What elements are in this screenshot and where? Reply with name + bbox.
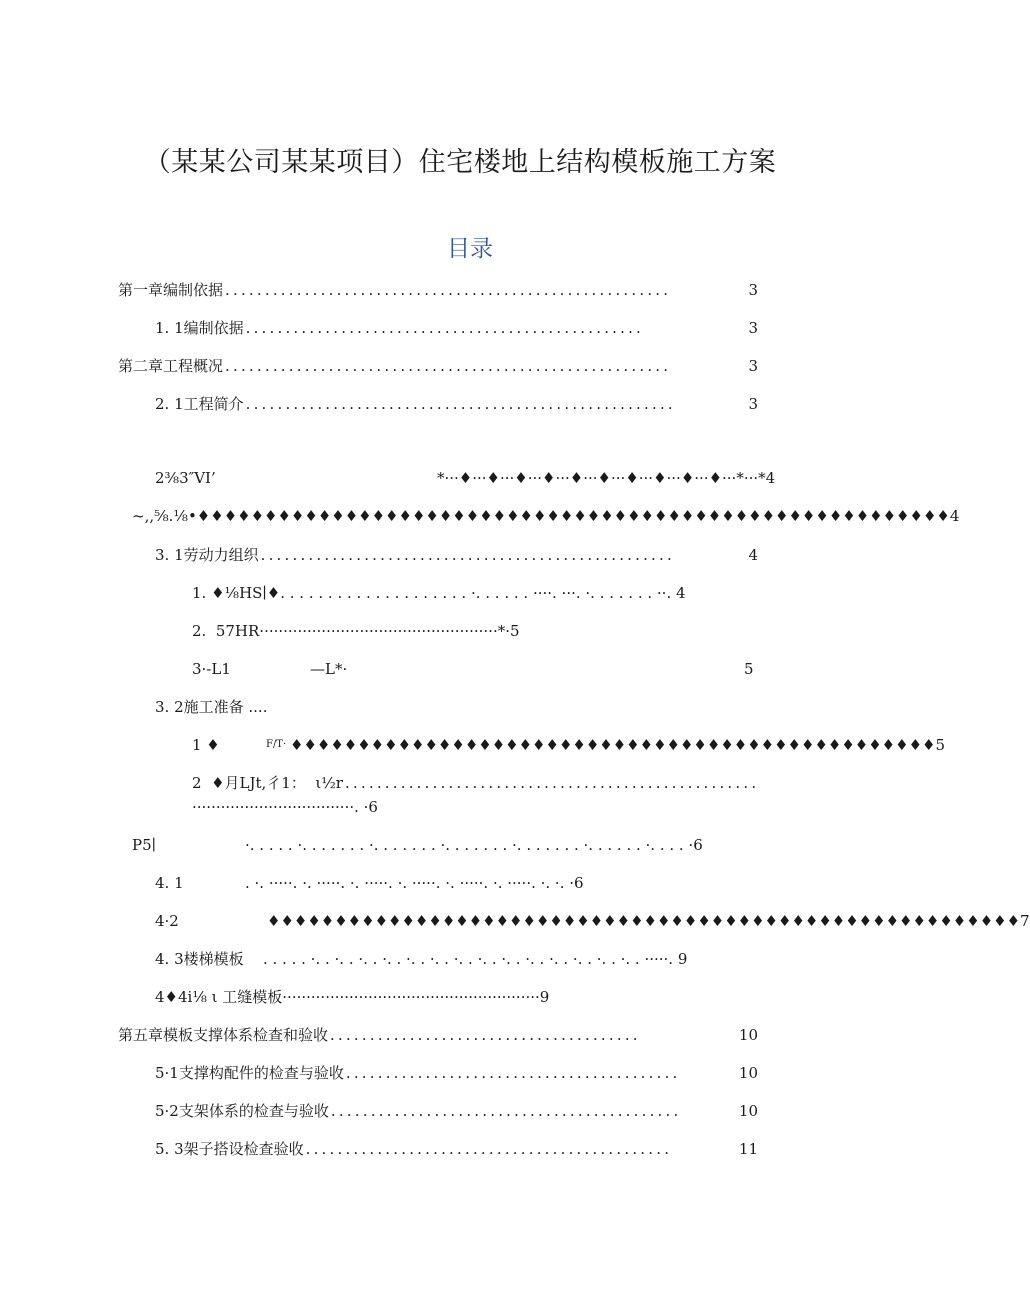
toc-entry-garbled-2[interactable] [132, 506, 960, 526]
toc-entry-label: 4. 3楼梯模板 [155, 950, 244, 968]
toc-page-number: 10 [738, 1064, 758, 1082]
toc-entry-chapter-1[interactable] [118, 280, 758, 300]
toc-leader-dots: .................................................... [344, 774, 760, 792]
toc-page-number: 11 [738, 1140, 758, 1158]
toc-leader-dots: ............................................ [330, 1102, 682, 1120]
toc-entry-4-1[interactable] [155, 873, 595, 893]
toc-entry-label: 5. 3架子搭设检查验收 [155, 1140, 304, 1158]
toc-entry-4-4[interactable] [155, 987, 555, 1007]
toc-entry-tail: . ·. ·····. ·. ·····. ·. ·····. ·. ·····. ·. ·····. ·. ·····. ·. ·. ·6 [245, 874, 584, 892]
toc-entry-label: ~,,⅝.⅛•♦♦♦♦♦♦♦♦♦♦♦♦♦♦♦♦♦♦♦♦♦♦♦♦♦♦♦♦♦♦♦♦♦♦♦♦♦♦♦♦♦♦♦♦♦♦♦♦♦♦♦♦♦♦♦♦4 [132, 507, 960, 525]
toc-entry-label: 4·2 [155, 912, 179, 930]
toc-entry-2-1[interactable] [155, 394, 758, 414]
toc-entry-label: 2⅜3″VI’ [155, 469, 216, 487]
toc-entry-tail: ♦♦♦♦♦♦♦♦♦♦♦♦♦♦♦♦♦♦♦♦♦♦♦♦♦♦♦♦♦♦♦♦♦♦♦♦♦♦♦♦♦♦♦♦♦♦♦♦5 [290, 736, 946, 754]
toc-entry-4-3[interactable] [155, 949, 700, 969]
toc-leader-dots: .................................................. [245, 319, 645, 337]
toc-leader-dots: .............................................. [305, 1140, 673, 1158]
toc-page-number: 4 [748, 546, 758, 564]
toc-entry-label: 第二章工程概况 [118, 357, 224, 375]
toc-entry-label: 4♦4i⅛ ι 工缝模板······················································9 [155, 988, 550, 1006]
toc-page-number: 10 [738, 1026, 758, 1044]
toc-entry-tail: ♦♦♦♦♦♦♦♦♦♦♦♦♦♦♦♦♦♦♦♦♦♦♦♦♦♦♦♦♦♦♦♦♦♦♦♦♦♦♦♦♦♦♦♦♦♦♦♦♦♦♦♦♦♦♦♦7 [267, 912, 1030, 930]
toc-entry-label: 1 ♦ [192, 736, 220, 754]
toc-entry-4-2[interactable] [155, 911, 1030, 931]
toc-entry-label: 第一章编制依据 [118, 281, 224, 299]
toc-entry-label: 5·1支撑构配件的检查与验收 [155, 1064, 344, 1082]
toc-entry-5-1[interactable] [155, 1063, 758, 1083]
toc-page-number: 10 [738, 1102, 758, 1120]
toc-page-number: 5 [744, 660, 754, 678]
toc-leader-dots: .................................................... [260, 546, 675, 564]
toc-entry-tail: . . . . . ·. . ·. . ·. . ·. . ·. . ·. . ·. . ·. . ·. . ·. . ·. . ·. . ·. . ·. . ·····. 9 [263, 950, 688, 968]
toc-leader-dots: ........................................................ [225, 357, 672, 375]
toc-entry-chapter-2[interactable] [118, 356, 758, 376]
toc-entry-label: 3. 1劳动力组织 [155, 546, 259, 564]
toc-entry-label: 2. 1工程简介 [155, 395, 244, 413]
toc-leader-dots: ....................................... [330, 1026, 641, 1044]
toc-entry-mid: —L*· [310, 660, 348, 678]
toc-entry-tail: ·. . . . . ·. . . . . . . ·. . . . . . . ·. . . . . . . ·. . . . . . . ·. . . . . . ·. . . . ·6 [245, 836, 703, 854]
toc-page-number: 3 [748, 395, 758, 413]
toc-entry-label: 3·-L1 [192, 660, 231, 678]
toc-entry-label: 第五章模板支撑体系检查和验收 [118, 1026, 329, 1044]
toc-entry-label: 1. ♦⅛HS∣♦. . . . . . . . . . . . . . . . . . . . ·. . . . . . ····. ···. ·. . . . . . . ··. 4 [192, 584, 686, 602]
toc-entry-3-2-2-continuation: ··································. ·6 [192, 798, 378, 816]
toc-entry-chapter-5[interactable] [118, 1025, 758, 1045]
toc-entry-label: 2. 57HR··················································*·5 [192, 622, 520, 640]
toc-leader-dots: .......................................... [345, 1064, 681, 1082]
toc-entry-label: 1. 1编制依据 [155, 319, 244, 337]
document-title: （某某公司某某项目）住宅楼地上结构模板施工方案 [143, 147, 777, 178]
toc-entry-small: F/T· [266, 739, 287, 750]
toc-entry-3-2-2[interactable] [192, 773, 758, 793]
toc-entry-5-2[interactable] [155, 1101, 758, 1121]
toc-leader-dots: ...................................................... [245, 395, 676, 413]
toc-entry-label: P5∣ [132, 836, 157, 854]
toc-entry-1-1[interactable] [155, 318, 758, 338]
toc-entry-3-1-1[interactable] [192, 583, 692, 603]
toc-entry-label: 4. 1 [155, 874, 184, 892]
toc-entry-3-1-3[interactable] [192, 659, 758, 679]
toc-entry-3-2-1[interactable] [192, 735, 946, 755]
toc-entry-garbled-3[interactable] [132, 835, 722, 855]
toc-page-number: 3 [748, 319, 758, 337]
toc-entry-3-2[interactable] [155, 697, 455, 717]
toc-entry-label: 3. 2施工准备 .... [155, 698, 268, 716]
toc-page-number: 3 [748, 357, 758, 375]
toc-entry-5-3[interactable] [155, 1139, 758, 1159]
toc-heading: 目录 [447, 236, 493, 262]
toc-entry-label: 2 ♦月LJt,彳1： ι½r [192, 774, 343, 792]
toc-entry-3-1[interactable] [155, 545, 758, 565]
toc-entry-label: 5·2支架体系的检查与验收 [155, 1102, 329, 1120]
toc-leader-dots: ........................................................ [225, 281, 672, 299]
toc-page-number: 3 [748, 281, 758, 299]
toc-entry-tail: *···♦···♦···♦···♦···♦···♦···♦···♦···♦···♦···*···*4 [437, 469, 776, 487]
toc-entry-garbled-1[interactable] [155, 468, 776, 488]
toc-entry-3-1-2[interactable] [192, 621, 520, 641]
